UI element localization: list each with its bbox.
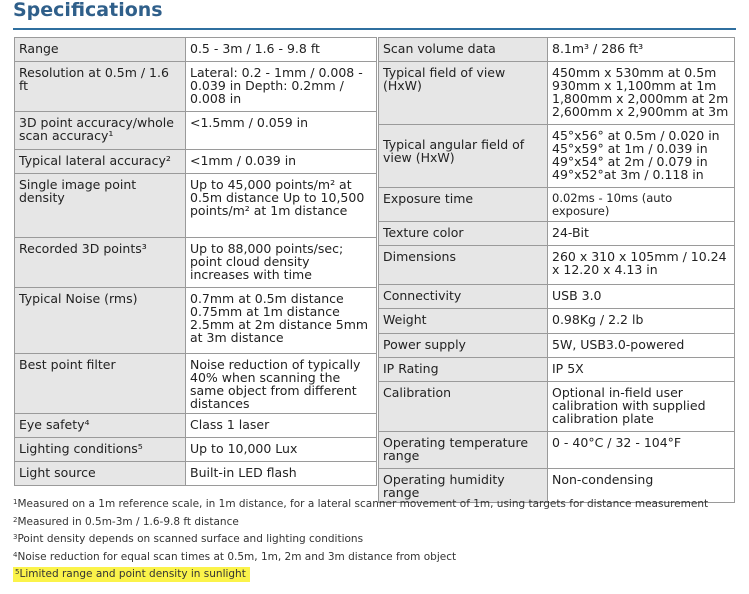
footnote xyxy=(13,533,708,551)
table-row xyxy=(379,358,735,382)
spec-label: Power supply xyxy=(379,334,548,358)
spec-value: Optional in-field user calibration with supplied calibration plate xyxy=(548,382,735,432)
footnote xyxy=(13,516,708,534)
table-row xyxy=(379,38,735,62)
footnote-text: Measured in 0.5m-3m / 1.6-9.8 ft distance xyxy=(17,515,239,528)
footnote-text: Point density depends on scanned surface and lighting conditions xyxy=(17,533,364,545)
footnote-text: Limited range and point density in sunlight xyxy=(19,568,246,580)
spec-value: Non-condensing xyxy=(548,469,735,503)
table-row xyxy=(15,112,377,150)
table-row xyxy=(15,174,377,238)
table-row xyxy=(15,38,377,62)
spec-label: Eye safety⁴ xyxy=(15,414,186,438)
footnote-number: 5 xyxy=(15,568,20,576)
spec-value: IP 5X xyxy=(548,358,735,382)
spec-value: USB 3.0 xyxy=(548,285,735,309)
footnote-number: 1 xyxy=(13,498,18,506)
footnotes xyxy=(13,498,708,586)
spec-label: Exposure time xyxy=(379,188,548,222)
spec-value: Built-in LED flash xyxy=(186,462,377,486)
footnote-text: Measured on a 1m reference scale, in 1m distance, for a lateral scanner movement of 1m, using targets for distance measurement xyxy=(17,498,709,510)
spec-label: Lighting conditions⁵ xyxy=(15,438,186,462)
table-row xyxy=(379,188,735,222)
spec-label: Scan volume data xyxy=(379,38,548,62)
spec-label: Calibration xyxy=(379,382,548,432)
spec-label: 3D point accuracy/whole scan accuracy¹ xyxy=(15,112,186,150)
table-row xyxy=(15,414,377,438)
spec-value: 260 x 310 x 105mm / 10.24 x 12.20 x 4.13 in xyxy=(548,246,735,285)
spec-value: Up to 10,000 Lux xyxy=(186,438,377,462)
spec-value: 0.02ms - 10ms (auto exposure) xyxy=(548,188,735,222)
spec-value: 0 - 40°C / 32 - 104°F xyxy=(548,432,735,469)
table-row xyxy=(379,382,735,432)
footnote xyxy=(13,498,708,516)
table-row xyxy=(15,438,377,462)
spec-value: 24-Bit xyxy=(548,222,735,246)
table-row xyxy=(379,222,735,246)
spec-label: Light source xyxy=(15,462,186,486)
table-row xyxy=(379,432,735,469)
spec-label: Recorded 3D points³ xyxy=(15,238,186,288)
spec-value: Up to 88,000 points/sec; point cloud density increases with time xyxy=(186,238,377,288)
table-row xyxy=(379,125,735,188)
spec-label: Dimensions xyxy=(379,246,548,285)
spec-label: Typical lateral accuracy² xyxy=(15,150,186,174)
table-row xyxy=(15,288,377,354)
spec-value: <1.5mm / 0.059 in xyxy=(186,112,377,150)
spec-label: Operating temperature range xyxy=(379,432,548,469)
spec-value: Class 1 laser xyxy=(186,414,377,438)
spec-value: 0.98Kg / 2.2 lb xyxy=(548,309,735,334)
table-row xyxy=(15,62,377,112)
table-row xyxy=(15,150,377,174)
spec-label: Typical field of view (HxW) xyxy=(379,62,548,125)
specs-table-right xyxy=(378,37,735,503)
specs-table-left xyxy=(14,37,377,486)
spec-value: Lateral: 0.2 - 1mm / 0.008 - 0.039 in Depth: 0.2mm / 0.008 in xyxy=(186,62,377,112)
spec-label: Range xyxy=(15,38,186,62)
spec-value: 450mm x 530mm at 0.5m 930mm x 1,100mm at 1m 1,800mm x 2,000mm at 2m 2,600mm x 2,900mm at 3m xyxy=(548,62,735,125)
spec-label: IP Rating xyxy=(379,358,548,382)
spec-label: Resolution at 0.5m / 1.6 ft xyxy=(15,62,186,112)
spec-label: Typical angular field of view (HxW) xyxy=(379,125,548,188)
spec-label: Weight xyxy=(379,309,548,334)
highlighted-footnote xyxy=(13,567,250,582)
spec-value: 5W, USB3.0-powered xyxy=(548,334,735,358)
table-row xyxy=(379,334,735,358)
spec-value: Noise reduction of typically 40% when scanning the same object from different distances xyxy=(186,354,377,414)
spec-label: Connectivity xyxy=(379,285,548,309)
table-row xyxy=(15,462,377,486)
table-row xyxy=(379,246,735,285)
footnote-number: 3 xyxy=(13,533,18,541)
table-row xyxy=(379,62,735,125)
spec-value: <1mm / 0.039 in xyxy=(186,150,377,174)
footnote xyxy=(13,568,708,586)
spec-value: Up to 45,000 points/m² at 0.5m distance Up to 10,500 points/m² at 1m distance xyxy=(186,174,377,238)
spec-value: 45°x56° at 0.5m / 0.020 in 45°x59° at 1m / 0.039 in 49°x54° at 2m / 0.079 in 49°x52°at 3m / 0.118 in xyxy=(548,125,735,188)
table-row xyxy=(15,238,377,288)
footnote-number: 2 xyxy=(13,515,18,524)
page-title: Specifications xyxy=(13,0,163,21)
table-row xyxy=(379,285,735,309)
footnote xyxy=(13,551,708,569)
title-rule xyxy=(13,28,736,30)
spec-value: 0.7mm at 0.5m distance 0.75mm at 1m distance 2.5mm at 2m distance 5mm at 3m distance xyxy=(186,288,377,354)
spec-label: Operating humidity range xyxy=(379,469,548,503)
footnote-number: 4 xyxy=(13,550,18,559)
spec-label: Best point filter xyxy=(15,354,186,414)
spec-label: Single image point density xyxy=(15,174,186,238)
spec-value: 8.1m³ / 286 ft³ xyxy=(548,38,735,62)
table-row xyxy=(379,309,735,334)
spec-label: Texture color xyxy=(379,222,548,246)
spec-label: Typical Noise (rms) xyxy=(15,288,186,354)
spec-value: 0.5 - 3m / 1.6 - 9.8 ft xyxy=(186,38,377,62)
footnote-text: Noise reduction for equal scan times at 0.5m, 1m, 2m and 3m distance from object xyxy=(17,550,457,563)
table-row xyxy=(15,354,377,414)
